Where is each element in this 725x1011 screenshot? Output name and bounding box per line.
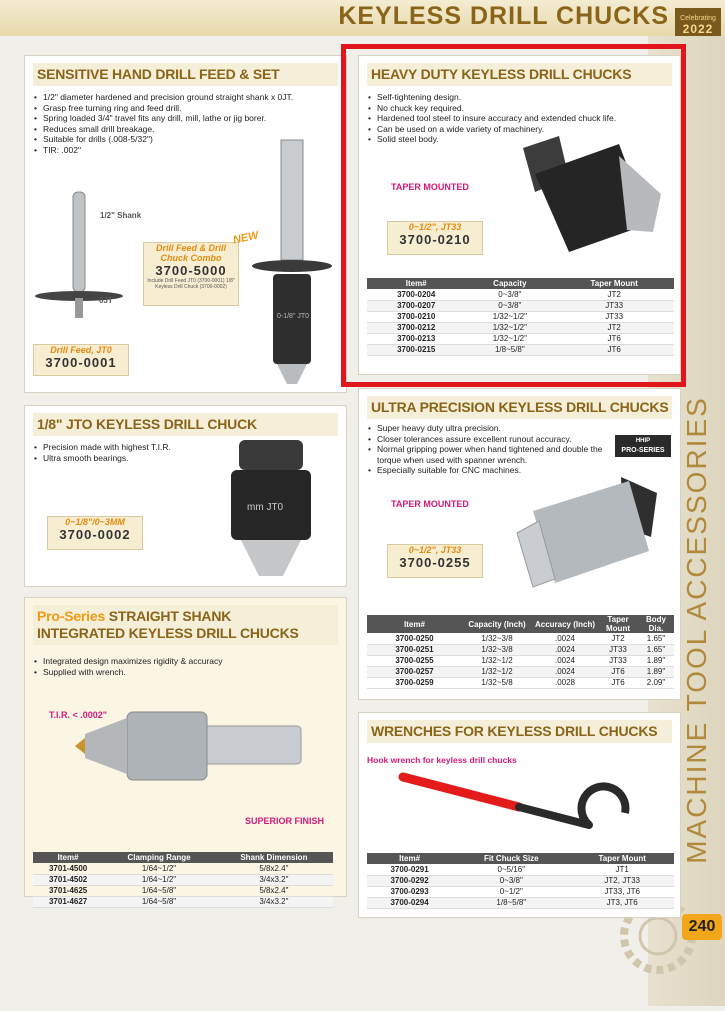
table-row	[367, 289, 674, 300]
heavy-duty-chuck-image	[499, 134, 679, 264]
table-header: Item#	[367, 278, 465, 289]
table-row	[367, 344, 674, 355]
table-cell: 3/4x3.2"	[215, 896, 333, 907]
wrench-table	[367, 853, 674, 909]
panel-title: HEAVY DUTY KEYLESS DRILL CHUCKS	[367, 63, 672, 86]
page-number: 240	[682, 914, 722, 940]
table-cell: 0~3/8"	[465, 289, 554, 300]
table-cell: JT33	[598, 644, 638, 655]
ultra-precision-chuck-image	[509, 471, 669, 591]
panel-pro-series	[24, 597, 347, 906]
feature-item: • Integrated design maximizes rigidity & accuracy	[33, 656, 333, 667]
ultra-code-box	[387, 544, 483, 578]
table-cell: 1/32~1/2	[462, 666, 532, 677]
superior-finish-label: SUPERIOR FINISH	[245, 816, 325, 826]
panel-heavy-duty	[358, 55, 681, 375]
shank-label: 1/2" Shank	[100, 211, 142, 220]
table-cell: JT6	[554, 344, 674, 355]
heavy-code: 3700-0210	[399, 232, 471, 247]
table-cell: JT6	[554, 333, 674, 344]
table-row	[33, 885, 333, 896]
feature-item: • No chuck key required.	[367, 103, 677, 114]
table-cell: 1/64~5/8"	[103, 885, 215, 896]
table-cell: 3701-4627	[33, 896, 103, 907]
feed-title: Drill Feed, JT0	[50, 345, 112, 355]
panel-ultra-precision	[358, 388, 681, 700]
table-cell: 3700-0210	[367, 311, 465, 322]
heavy-code-box	[387, 221, 483, 255]
table-row	[367, 886, 674, 897]
table-cell: 1.89"	[638, 655, 674, 666]
feature-item: • Normal gripping power when hand tightened and double the torque when used with spanner wrench.	[367, 444, 617, 465]
feature-item: • Spring loaded 3/4" travel fits any drill, mill, lathe or jig borer.	[33, 113, 333, 124]
feature-item: • Self-tightening design.	[367, 92, 677, 103]
table-header: Body Dia.	[638, 615, 674, 633]
table-header: Item#	[367, 615, 462, 633]
ultra-range: 0~1/2", JT33	[408, 545, 462, 555]
combo-note: Include Drill Feed JT0 (3700-0001) 1/8" Keyless Drill Chuck (3700-0002)	[147, 278, 235, 290]
hook-wrench-label: Hook wrench for keyless drill chucks	[367, 755, 517, 765]
feature-item: • Suitable for drills (.008-5/32")	[33, 134, 333, 145]
jto-range: 0~1/8"/0~3MM	[65, 517, 125, 527]
table-cell: 5/8x2.4"	[215, 885, 333, 896]
panel-title: 1/8" JTO KEYLESS DRILL CHUCK	[33, 413, 338, 436]
feature-item: • Solid steel body.	[367, 134, 677, 145]
table-cell: 0~3/8"	[465, 300, 554, 311]
feature-item: • Especially suitable for CNC machines.	[367, 465, 617, 476]
drill-feed-image	[33, 186, 143, 326]
table-row	[367, 322, 674, 333]
panel-title: WRENCHES FOR KEYLESS DRILL CHUCKS	[367, 720, 672, 743]
combo-title: Drill Feed & Drill Chuck Combo	[155, 243, 226, 263]
section-vertical-title: MACHINE TOOL ACCESSORIES	[681, 396, 712, 864]
table-header: Fit Chuck Size	[452, 853, 570, 864]
table-row	[367, 311, 674, 322]
table-cell: 3/4x3.2"	[215, 874, 333, 885]
table-cell: 1.89"	[638, 666, 674, 677]
table-cell: 1/32~5/8	[462, 677, 532, 688]
table-cell: 3700-0257	[367, 666, 462, 677]
badge-line2: 2022	[682, 22, 714, 36]
table-cell: 1/32~1/2"	[465, 311, 554, 322]
table-cell: 5/8x2.4"	[215, 863, 333, 874]
table-cell: 3701-4500	[33, 863, 103, 874]
jto-code: 3700-0002	[59, 527, 131, 542]
feature-item: • Precision made with highest T.I.R.	[33, 442, 233, 453]
table-cell: .0024	[532, 644, 598, 655]
feed-code: 3700-0001	[45, 355, 117, 370]
table-cell: 3700-0294	[367, 897, 452, 908]
table-cell: .0028	[532, 677, 598, 688]
table-header: Clamping Range	[103, 852, 215, 863]
table-cell: 0~5/16"	[452, 864, 570, 875]
table-header: Capacity (Inch)	[462, 615, 532, 633]
feature-item: • Ultra smooth bearings.	[33, 453, 233, 464]
taper-mounted-label: TAPER MOUNTED	[391, 499, 469, 509]
table-header: Taper Mount	[554, 278, 674, 289]
table-cell: 3701-4502	[33, 874, 103, 885]
ultra-code: 3700-0255	[399, 555, 471, 570]
page-title: KEYLESS DRILL CHUCKS	[338, 2, 669, 30]
feature-list	[33, 442, 233, 463]
table-cell: 0~1/2"	[452, 886, 570, 897]
table-cell: 1/32~3/8	[462, 644, 532, 655]
table-row	[367, 633, 674, 644]
table-cell: JT3, JT6	[570, 897, 674, 908]
table-cell: 1.65"	[638, 644, 674, 655]
table-cell: 1/32~1/2"	[465, 322, 554, 333]
table-cell: JT2	[598, 633, 638, 644]
table-cell: 3700-0292	[367, 875, 452, 886]
drill-chuck-combo-image	[247, 138, 337, 388]
table-cell: JT2	[554, 322, 674, 333]
table-cell: 0~3/8"	[452, 875, 570, 886]
chuck-engrave: 0-1/8" JT0	[277, 313, 310, 320]
feature-list	[33, 656, 333, 677]
pro-series-logo	[615, 435, 671, 457]
table-cell: 1/32~3/8	[462, 633, 532, 644]
pro-series-highlight: Pro-Series	[37, 608, 106, 624]
table-cell: 1/8~5/8"	[465, 344, 554, 355]
table-cell: JT6	[598, 666, 638, 677]
panel-wrenches	[358, 712, 681, 918]
table-cell: 1/32~1/2	[462, 655, 532, 666]
table-row	[367, 655, 674, 666]
table-cell: .0024	[532, 633, 598, 644]
feature-item: • Can be used on a wide variety of machinery.	[367, 124, 677, 135]
table-cell: 3700-0204	[367, 289, 465, 300]
feature-item: • Grasp free turning ring and feed drill.	[33, 103, 333, 114]
table-row	[33, 874, 333, 885]
ultra-precision-table	[367, 615, 674, 689]
pro-title-line2: INTEGRATED KEYLESS DRILL CHUCKS	[37, 625, 299, 641]
panel-title	[33, 605, 338, 645]
table-cell: 1/8~5/8"	[452, 897, 570, 908]
taper-mounted-label: TAPER MOUNTED	[391, 182, 469, 192]
tir-label: T.I.R. < .0002"	[49, 710, 108, 720]
table-cell: JT33	[554, 300, 674, 311]
feature-item: • Closer tolerances assure excellent runout accuracy.	[367, 434, 617, 445]
table-row	[367, 666, 674, 677]
feature-item: • Hardened tool steel to insure accuracy and extended chuck life.	[367, 113, 677, 124]
combo-code-box	[143, 242, 239, 306]
table-cell: .0024	[532, 666, 598, 677]
table-cell: JT2	[554, 289, 674, 300]
table-cell: 3700-0207	[367, 300, 465, 311]
table-cell: 1/64~1/2"	[103, 874, 215, 885]
panel-title: ULTRA PRECISION KEYLESS DRILL CHUCKS	[367, 396, 672, 419]
table-row	[33, 896, 333, 907]
jto-engrave: mm JT0	[247, 502, 284, 513]
table-cell: JT33, JT6	[570, 886, 674, 897]
table-cell: 3700-0259	[367, 677, 462, 688]
table-row	[367, 333, 674, 344]
table-row	[367, 677, 674, 688]
jto-code-box	[47, 516, 143, 550]
table-row	[367, 644, 674, 655]
heavy-range: 0~1/2", JT33	[408, 222, 462, 232]
table-cell: JT1	[570, 864, 674, 875]
table-row	[367, 300, 674, 311]
table-header: Item#	[367, 853, 452, 864]
table-row	[367, 864, 674, 875]
table-cell: JT33	[598, 655, 638, 666]
table-header: Taper Mount	[598, 615, 638, 633]
table-cell: 1/32~1/2"	[465, 333, 554, 344]
logo-bottom: PRO-SERIES	[621, 447, 665, 454]
logo-top: HHIP	[635, 438, 651, 444]
table-header: Item#	[33, 852, 103, 863]
badge-line1: Celebrating	[680, 15, 716, 22]
feature-item: • TIR: .002"	[33, 145, 333, 156]
new-badge: NEW	[232, 229, 260, 247]
jto-chuck-image	[221, 436, 321, 586]
panel-jto-chuck	[24, 405, 347, 587]
table-cell: 1/64~1/2"	[103, 863, 215, 874]
table-cell: 3701-4625	[33, 885, 103, 896]
combo-code: 3700-5000	[155, 263, 227, 278]
pro-series-table	[33, 852, 333, 908]
table-cell: 3700-0293	[367, 886, 452, 897]
table-row	[33, 863, 333, 874]
table-cell: 3700-0212	[367, 322, 465, 333]
table-cell: 2.09"	[638, 677, 674, 688]
table-cell: 3700-0255	[367, 655, 462, 666]
feature-item: • Super heavy duty ultra precision.	[367, 423, 617, 434]
table-cell: 3700-0291	[367, 864, 452, 875]
feed-code-box	[33, 344, 129, 376]
table-cell: JT2, JT33	[570, 875, 674, 886]
table-header: Shank Dimension	[215, 852, 333, 863]
hook-wrench-image	[389, 767, 639, 845]
pro-series-chuck-image	[81, 698, 311, 808]
table-cell: 1/64~5/8"	[103, 896, 215, 907]
feature-list	[367, 423, 617, 476]
panel-title: SENSITIVE HAND DRILL FEED & SET	[33, 63, 338, 86]
feature-item: • 1/2" diameter hardened and precision ground straight shank x 0JT.	[33, 92, 333, 103]
heavy-duty-table	[367, 278, 674, 356]
table-header: Accuracy (Inch)	[532, 615, 598, 633]
table-cell: 3700-0251	[367, 644, 462, 655]
table-cell: 3700-0213	[367, 333, 465, 344]
table-row	[367, 897, 674, 908]
panel-sensitive-drill-feed	[24, 55, 347, 393]
table-row	[367, 875, 674, 886]
feature-item: • Supplied with wrench.	[33, 667, 333, 678]
table-cell: 3700-0250	[367, 633, 462, 644]
table-cell: JT6	[598, 677, 638, 688]
table-cell: 1.65"	[638, 633, 674, 644]
ojt-label: 0JT	[99, 296, 113, 305]
table-header: Capacity	[465, 278, 554, 289]
pro-title-rest: STRAIGHT SHANK	[105, 608, 232, 624]
table-cell: JT33	[554, 311, 674, 322]
table-header: Taper Mount	[570, 853, 674, 864]
table-cell: 3700-0215	[367, 344, 465, 355]
feature-item: • Reduces small drill breakage.	[33, 124, 333, 135]
table-cell: .0024	[532, 655, 598, 666]
